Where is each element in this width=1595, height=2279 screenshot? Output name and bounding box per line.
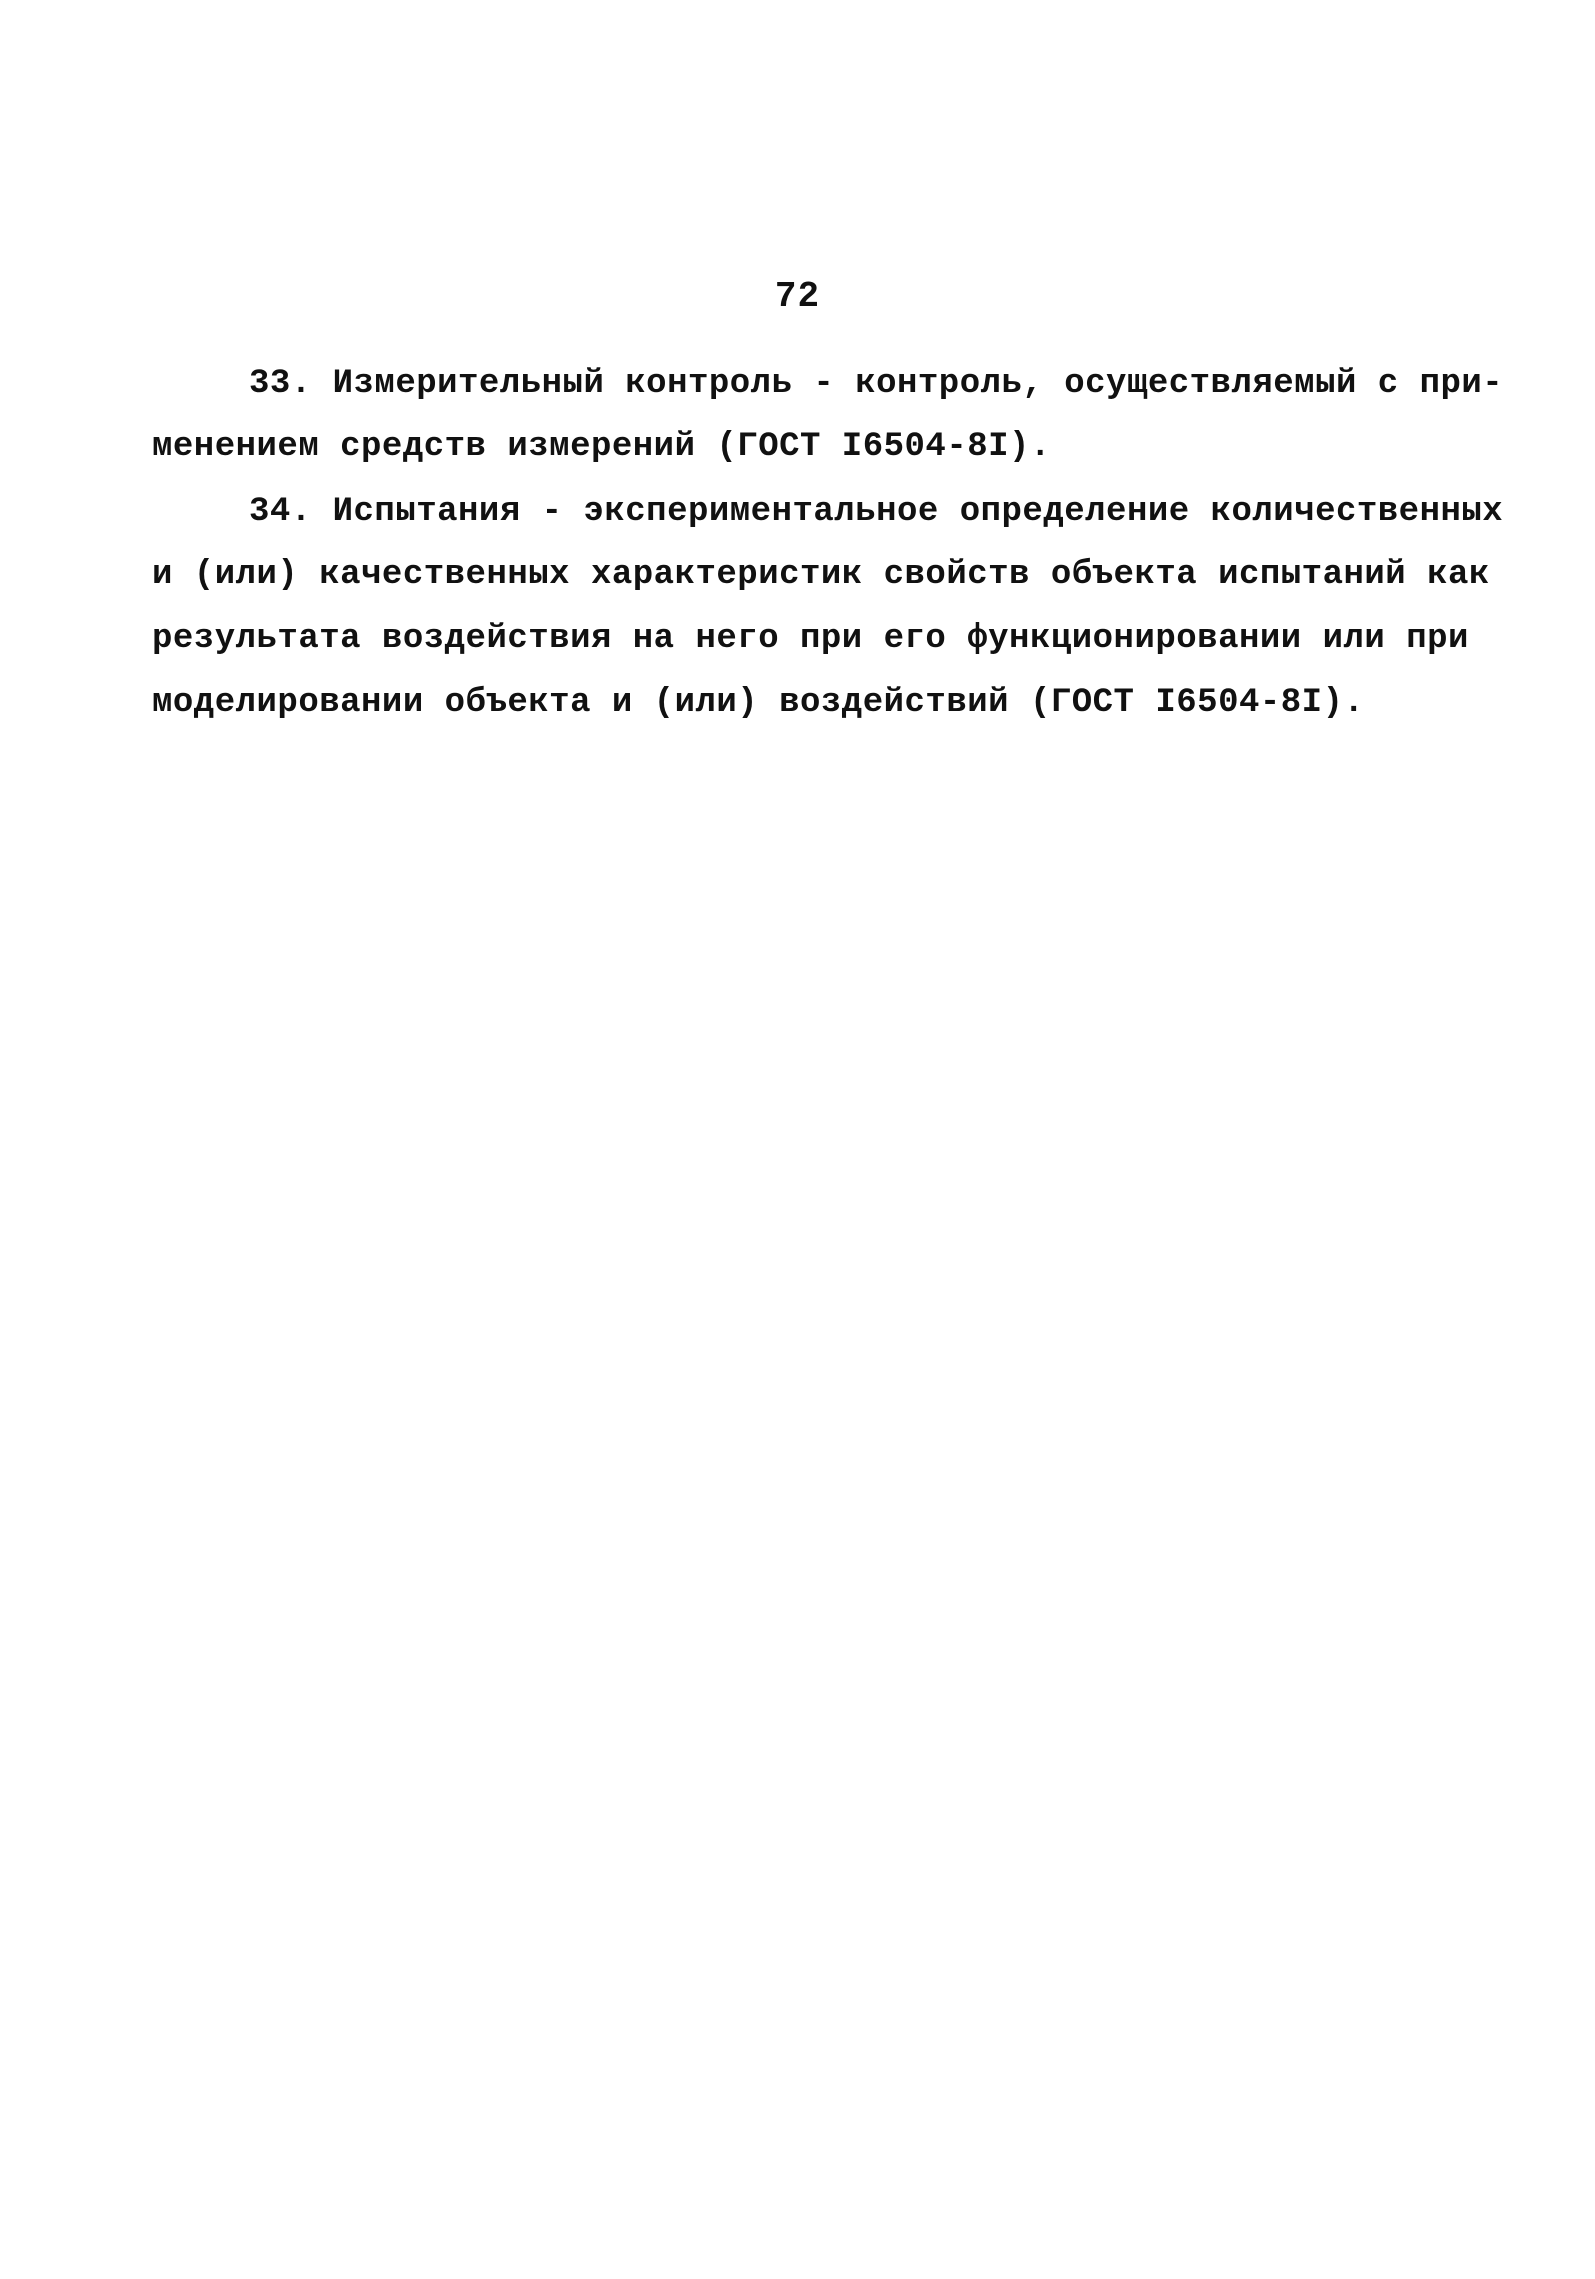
item-34-line-1: 34. Испытания - экспериментальное определение количественных [249,493,1504,531]
item-33-line-2: менением средств измерений (ГОСТ I6504-8I). [152,428,1051,466]
item-34-line-3: результата воздействия на него при его функционировании или при [152,620,1469,658]
item-34-line-4: моделировании объекта и (или) воздействий (ГОСТ I6504-8I). [152,684,1365,722]
page-number: 72 [774,276,821,317]
item-34-line-2: и (или) качественных характеристик свойств объекта испытаний как [152,556,1490,594]
item-33-line-1: 33. Измерительный контроль - контроль, осуществляемый с при- [249,365,1504,403]
